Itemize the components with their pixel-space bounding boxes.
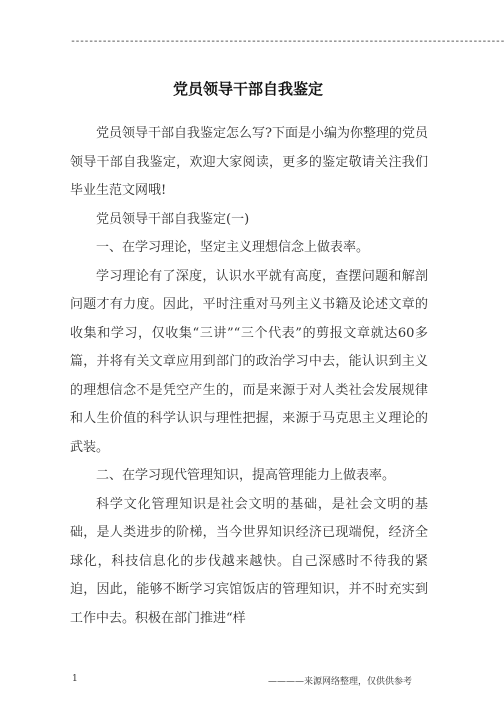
footer-note: ————来源网络整理，仅供供参考 — [267, 677, 412, 687]
header-dashed-rule: ------------------------------------------------------------------------------------------------ — [70, 36, 504, 47]
point-heading-1: 一、在学习理论，坚定主义理想信念上做表率。 — [96, 240, 370, 255]
body-paragraph: 科学文化管理知识是社会文明的基础，是社会文明的基础，是人类进步的阶梯，当今世界知识经济已现端倪，经济全球化，科技信息化的步伐越来越快。自己深感时不待我的紧迫，因此，能够不断学习宾馆饭店的管理知识，并不时充实到工作中去。积极在部门推进“样 — [70, 496, 428, 626]
intro-paragraph: 党员领导干部自我鉴定怎么写?下面是小编为你整理的党员领导干部自我鉴定，欢迎大家阅读，更多的鉴定敬请关注我们毕业生范文网哦! — [70, 126, 428, 198]
section-heading: 党员领导干部自我鉴定(一) — [96, 211, 250, 227]
page-title: 党员领导干部自我鉴定 — [172, 80, 323, 98]
point-heading-2: 二、在学习现代管理知识，提高管理能力上做表率。 — [96, 468, 396, 483]
page-number: 1 — [72, 674, 78, 684]
document-body — [70, 120, 428, 633]
body-paragraph: 学习理论有了深度，认识水平就有高度，查摆问题和解剖问题才有力度。因此，平时注重对马列主义书籍及论述文章的收集和学习，仅收集“三讲”“三个代表”的剪报文章就达60多篇，并将有关文章应用到部门的政治学习中去，能认识到主义的理想信念不是凭空产生的，而是来源于对人类社会发展规律和人生价值的科学认识与理性把握，来源于马克思主义理论的武装。 — [70, 268, 428, 455]
